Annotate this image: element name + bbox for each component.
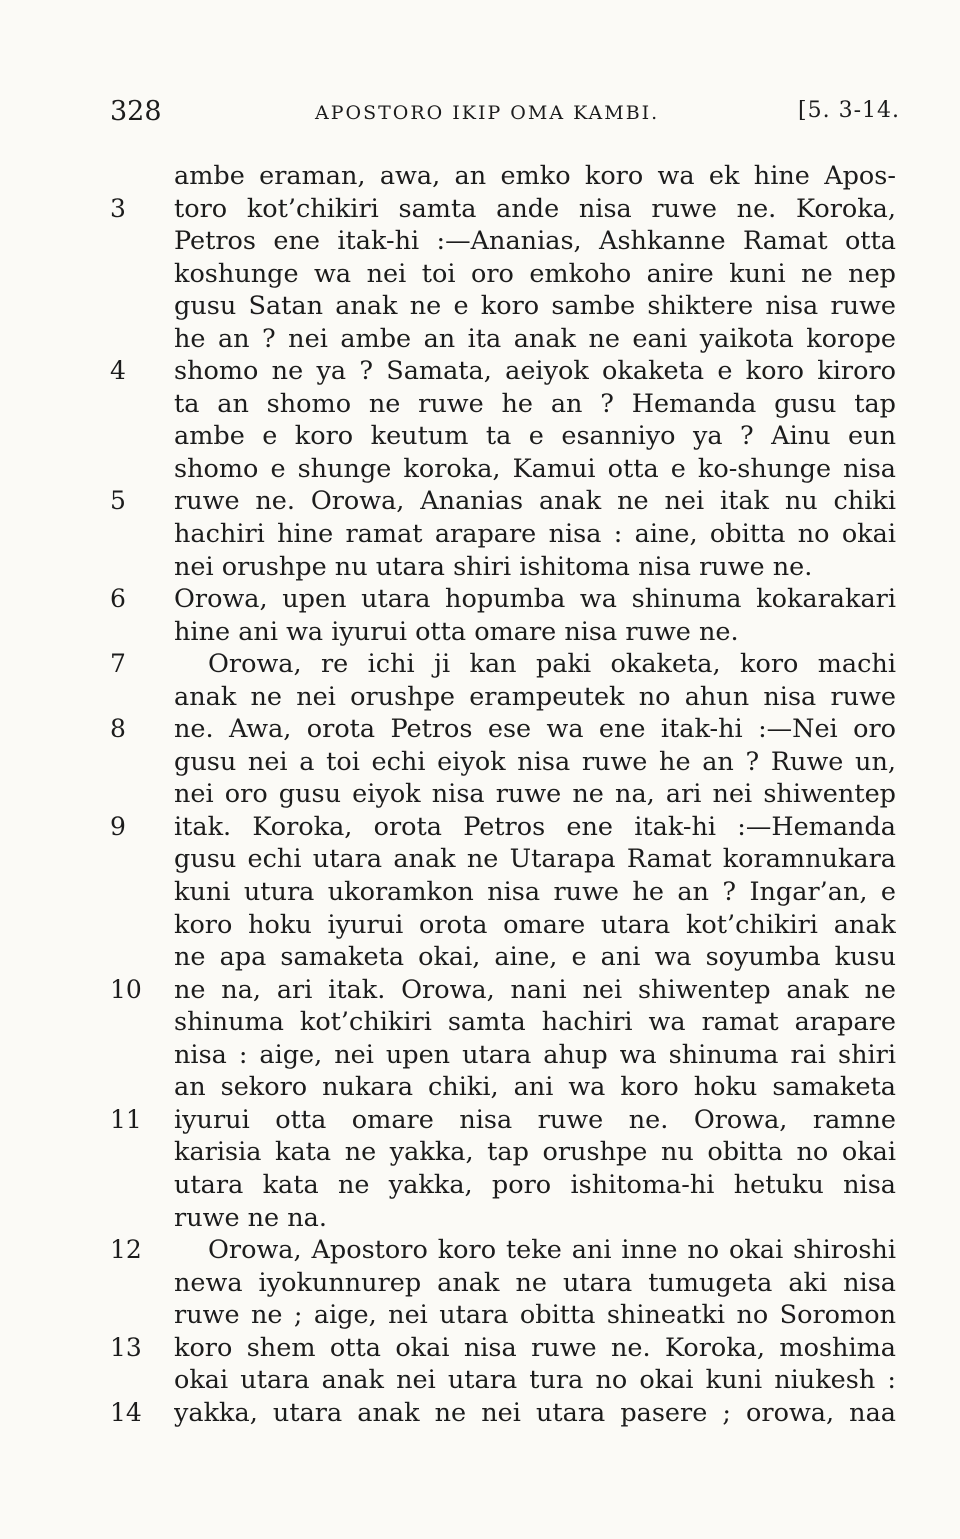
line-text: anak ne nei orushpe erampeutek no ahun nisa ruwe bbox=[174, 681, 896, 712]
text-line bbox=[0, 193, 960, 226]
line-text: koshunge wa nei toi oro emkoho anire kuni ne nep bbox=[174, 258, 896, 289]
verse-number: 4 bbox=[110, 356, 126, 386]
page-header bbox=[110, 96, 900, 132]
text-line bbox=[0, 1169, 960, 1202]
verse-number: 7 bbox=[110, 649, 126, 679]
text-line bbox=[0, 1104, 960, 1137]
line-text: nisa : aige, nei upen utara ahup wa shinuma rai shiri bbox=[174, 1039, 896, 1070]
text-line bbox=[0, 648, 960, 681]
text-line bbox=[0, 453, 960, 486]
line-text: Orowa, Apostoro koro teke ani inne no okai shiroshi bbox=[208, 1235, 896, 1266]
verse-number: 5 bbox=[110, 486, 126, 516]
line-text: ruwe ne. Orowa, Ananias anak ne nei itak nu chiki bbox=[174, 486, 896, 517]
text-line bbox=[0, 1071, 960, 1104]
verse-number: 9 bbox=[110, 811, 126, 841]
running-title: APOSTORO IKIP OMA KAMBI. bbox=[315, 102, 660, 124]
line-text: an sekoro nukara chiki, ani wa koro hoku samaketa bbox=[174, 1072, 896, 1103]
text-line bbox=[0, 323, 960, 356]
text-line bbox=[0, 1234, 960, 1267]
line-text: gusu echi utara anak ne Utarapa Ramat koramnukara bbox=[174, 844, 896, 875]
text-line bbox=[0, 1202, 960, 1235]
text-line bbox=[0, 941, 960, 974]
text-line bbox=[0, 388, 960, 421]
line-text: karisia kata ne yakka, tap orushpe nu obitta no okai bbox=[174, 1137, 896, 1168]
text-line bbox=[0, 811, 960, 844]
line-text: ne apa samaketa okai, aine, e ani wa soyumba kusu bbox=[174, 942, 896, 973]
text-line bbox=[0, 258, 960, 291]
text-line bbox=[0, 616, 960, 649]
text-line bbox=[0, 974, 960, 1007]
verse-number: 13 bbox=[110, 1332, 142, 1362]
text-line bbox=[0, 843, 960, 876]
page-number: 328 bbox=[110, 96, 162, 127]
line-text: toro kot’chikiri samta ande nisa ruwe ne. Koroka, bbox=[174, 193, 896, 224]
line-text: ambe e koro keutum ta e esanniyo ya ? Ainu eun bbox=[174, 421, 896, 452]
line-text: ambe eraman, awa, an emko koro wa ek hine Apos- bbox=[174, 161, 896, 191]
text-body bbox=[0, 160, 960, 1429]
line-text: okai utara anak nei utara tura no okai kuni niukesh : bbox=[174, 1365, 896, 1396]
line-text: ta an shomo ne ruwe he an ? Hemanda gusu tap bbox=[174, 388, 896, 419]
line-text: ne. Awa, orota Petros ese wa ene itak-hi :—Nei oro bbox=[174, 714, 896, 745]
verse-number: 8 bbox=[110, 714, 126, 744]
text-line bbox=[0, 778, 960, 811]
text-line bbox=[0, 909, 960, 942]
text-line bbox=[0, 225, 960, 258]
text-line bbox=[0, 1364, 960, 1397]
chapter-reference: [5. 3-14. bbox=[798, 98, 900, 123]
line-text: koro hoku iyurui orota omare utara kot’chikiri anak bbox=[174, 909, 896, 940]
verse-number: 11 bbox=[110, 1104, 142, 1134]
text-line bbox=[0, 876, 960, 909]
text-line bbox=[0, 1397, 960, 1430]
line-text: shinuma kot’chikiri samta hachiri wa ramat arapare bbox=[174, 1007, 896, 1038]
verse-number: 3 bbox=[110, 193, 126, 223]
line-text: Orowa, upen utara hopumba wa shinuma kokarakari bbox=[174, 584, 896, 615]
text-line bbox=[0, 420, 960, 453]
line-text: Petros ene itak-hi :—Ananias, Ashkanne Ramat otta bbox=[174, 226, 896, 257]
text-line bbox=[0, 551, 960, 584]
verse-number: 10 bbox=[110, 974, 142, 1004]
verse-number: 14 bbox=[110, 1397, 142, 1427]
text-line bbox=[0, 1006, 960, 1039]
text-line bbox=[0, 681, 960, 714]
text-line bbox=[0, 746, 960, 779]
line-text: hachiri hine ramat arapare nisa : aine, obitta no okai bbox=[174, 519, 896, 550]
line-text: gusu Satan anak ne e koro sambe shiktere nisa ruwe bbox=[174, 291, 896, 322]
text-line bbox=[0, 485, 960, 518]
line-text: ruwe ne na. bbox=[174, 1202, 327, 1233]
line-text: koro shem otta okai nisa ruwe ne. Koroka, moshima bbox=[174, 1332, 896, 1363]
text-line bbox=[0, 518, 960, 551]
line-text: nei orushpe nu utara shiri ishitoma nisa ruwe ne. bbox=[174, 551, 813, 582]
text-line bbox=[0, 355, 960, 388]
line-text: he an ? nei ambe an ita anak ne eani yaikota korope bbox=[174, 323, 896, 354]
text-line bbox=[0, 1267, 960, 1300]
line-text: newa iyokunnurep anak ne utara tumugeta aki nisa bbox=[174, 1267, 896, 1298]
line-text: hine ani wa iyurui otta omare nisa ruwe ne. bbox=[174, 616, 739, 647]
line-text: ne na, ari itak. Orowa, nani nei shiwentep anak ne bbox=[174, 974, 896, 1005]
line-text: gusu nei a toi echi eiyok nisa ruwe he an ? Ruwe un, bbox=[174, 746, 896, 777]
line-text: yakka, utara anak ne nei utara pasere ; orowa, naa bbox=[174, 1397, 896, 1428]
text-line bbox=[0, 1332, 960, 1365]
line-text: iyurui otta omare nisa ruwe ne. Orowa, ramne bbox=[174, 1104, 896, 1135]
line-text: shomo ne ya ? Samata, aeiyok okaketa e koro kiroro bbox=[174, 356, 896, 387]
line-text: Orowa, re ichi ji kan paki okaketa, koro machi bbox=[208, 649, 896, 680]
text-line bbox=[0, 1039, 960, 1072]
text-line bbox=[0, 290, 960, 323]
line-text: utara kata ne yakka, poro ishitoma-hi hetuku nisa bbox=[174, 1169, 896, 1200]
line-text: shomo e shunge koroka, Kamui otta e ko-shunge nisa bbox=[174, 453, 896, 484]
verse-number: 12 bbox=[110, 1235, 142, 1265]
line-text: itak. Koroka, orota Petros ene itak-hi :—Hemanda bbox=[174, 811, 896, 842]
text-line bbox=[0, 583, 960, 616]
text-line bbox=[0, 1136, 960, 1169]
line-text: nei oro gusu eiyok nisa ruwe ne na, ari nei shiwentep bbox=[174, 779, 896, 810]
text-line bbox=[0, 713, 960, 746]
text-line bbox=[0, 160, 960, 193]
line-text: ruwe ne ; aige, nei utara obitta shineatki no Soromon bbox=[174, 1300, 896, 1331]
line-text: kuni utura ukoramkon nisa ruwe he an ? Ingar’an, e bbox=[174, 877, 896, 908]
verse-number: 6 bbox=[110, 584, 126, 614]
text-line bbox=[0, 1299, 960, 1332]
